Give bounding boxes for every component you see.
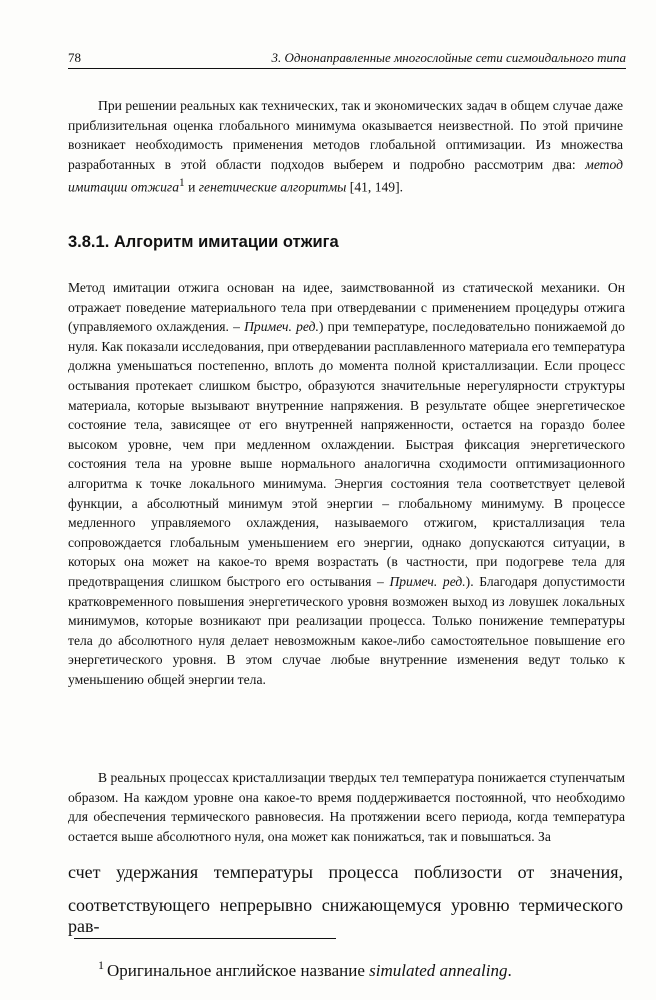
intro-citation: [41, 149]. (346, 179, 404, 195)
footnote-text: Оригинальное английское название (107, 961, 370, 980)
footnote (98, 958, 512, 981)
chapter-title: 3. Однонаправленные многослойные сети сигмоидального типа (271, 50, 626, 65)
running-header (68, 48, 626, 69)
editor-note-2: Примеч. ред. (389, 573, 466, 589)
body-line-large-2: соответствующего непрерывно снижающемуся уровню термического рав- (68, 895, 623, 936)
body-text-3: ). Благодаря допустимости кратковременного повышения энергетического уровня возможен выход из ловушек локальных минимумов, которые возникают при реализации процесса. Только понижение температуры тела до абсолютного нуля делает невозможным какое-либо самостоятельное повышение его энергетического уровня. В этом случае любые внутренние изменения ведут только к уменьшению общей энергии тела. (68, 573, 625, 687)
term-simulated-annealing: метод имитации отжига (68, 156, 623, 195)
editor-note-1: Примеч. ред. (244, 319, 319, 335)
intro-paragraph (68, 96, 623, 198)
body-paragraph-2 (68, 768, 625, 846)
body-text-1: Метод имитации отжига основан на идее, заимствованной из статической механики. Он отражает поведение материального тела при отвердевании с применением процедуры отжига (управляемого охлаждения. – (68, 280, 625, 335)
term-genetic-algorithms: генетические алгоритмы (198, 179, 347, 195)
section-heading: 3.8.1. Алгоритм имитации отжига (68, 233, 339, 251)
body-line-large-1: счет удержания температуры процесса поблизости от значения, (68, 862, 623, 882)
footnote-term: simulated annealing (369, 961, 508, 980)
footnote-end: . (507, 961, 512, 980)
intro-text-2: и (184, 179, 199, 195)
body-paragraph (68, 278, 625, 689)
intro-text-1: При решении реальных как технических, так и экономических задач в общем случае даже приблизительная оценка глобального минимума оказывается неизвестной. По этой причине возникает необходимость применения методов глобальной оптимизации. Из множества разработанных в этой области подходов выберем и подробно рассмотрим два: (68, 98, 623, 172)
page-number: 78 (68, 50, 81, 65)
footnote-divider (74, 938, 336, 940)
body-text-2: ) при температуре, последовательно понижаемой до нуля. Как показали исследования, при отвердевании расплавленного материала его температура должна уменьшаться постепенно, вплоть до момента полной кристаллизации. Если процесс остывания протекает слишком быстро, образуются значительные нерегулярности структуры материала, которые вызывают внутренние напряжения. В результате общее энергетическое состояние тела, зависящее от его внутренней напряженности, остается на гораздо более высоком уровне, чем при медленном охлаждении. Быстрая фиксация энергетического состояния тела на уровне выше нормального аналогична сходимости оптимизационного алгоритма к точке локального минимума. Энергия состояния тела соответствует целевой функции, а абсолютный минимум этой энергии – глобальному минимуму. В процессе медленного управляемого охлаждения, называемого отжигом, кристаллизация тела сопровождается глобальным уменьшением его энергии, однако допускаются ситуации, в которых она может на какое-то время возрастать (в частности, при подогреве тела для предотвращения слишком быстрого его остывания – (68, 319, 625, 589)
body-text-4: В реальных процессах кристаллизации твердых тел температура понижается ступенчатым образом. На каждом уровне она какое-то время поддерживается постоянной, что необходимо для обеспечения термического равновесия. На протяжении всего периода, когда температура остается выше абсолютного нуля, она может как понижаться, так и повышаться. За (68, 770, 625, 844)
footnote-reference: 1 (179, 177, 185, 190)
footnote-mark: 1 (98, 958, 104, 972)
